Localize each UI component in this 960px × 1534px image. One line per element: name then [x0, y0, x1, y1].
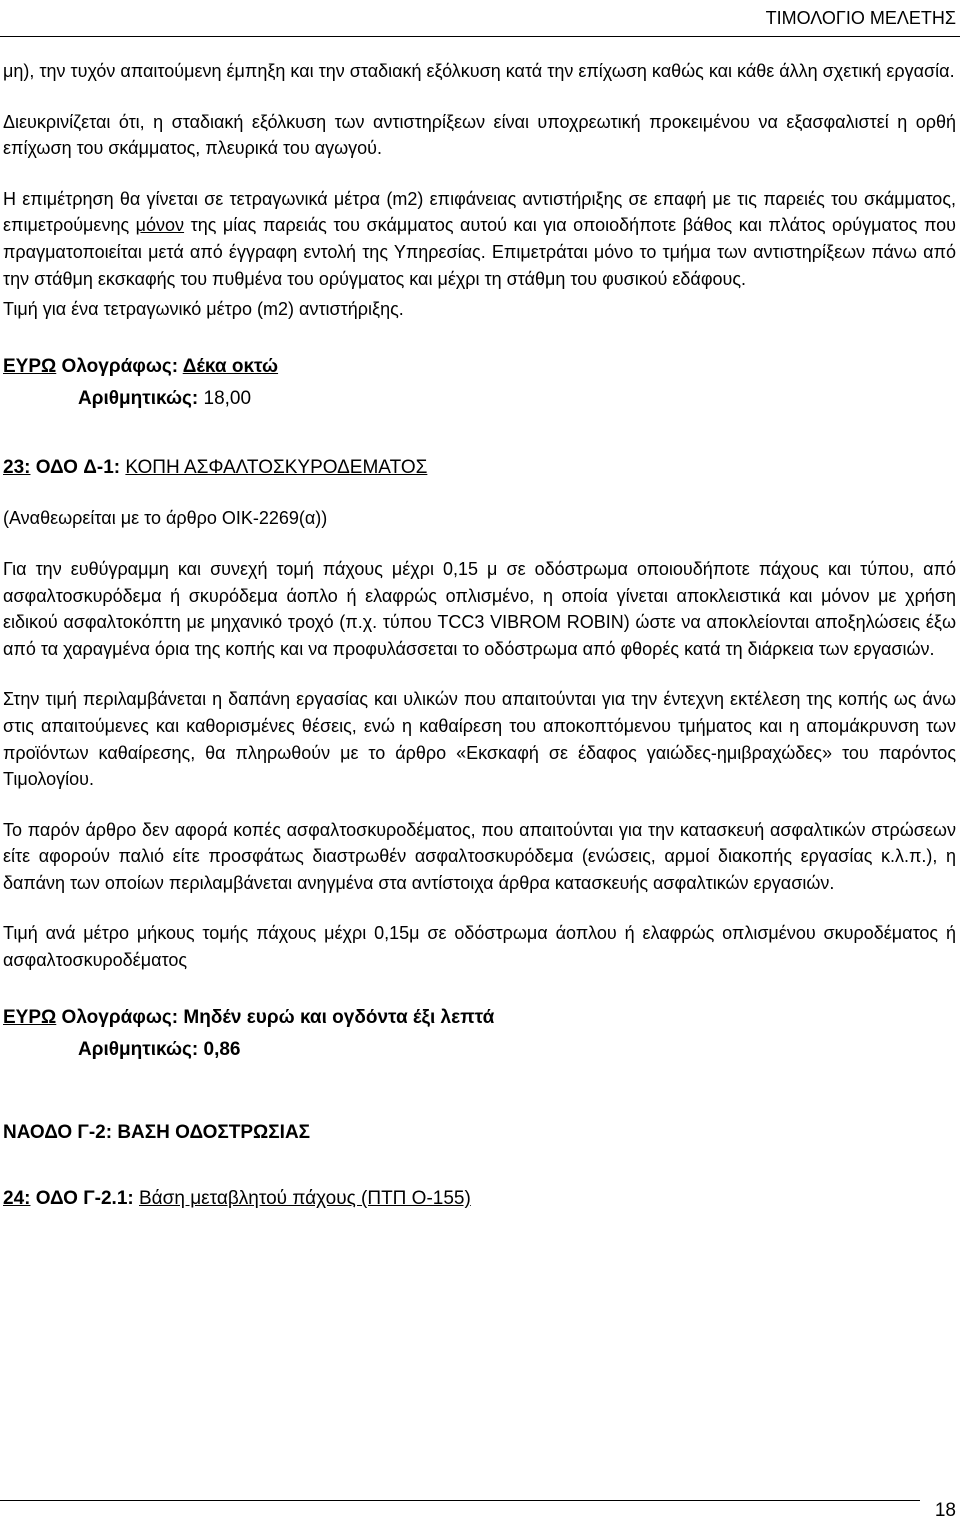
price-in-words: Δέκα οκτώ	[182, 355, 279, 377]
paragraph: μη), την τυχόν απαιτούμενη έμπηξη και την σταδιακή εξόλκυση κατά την επίχωση καθώς και κάθε άλλη σχετική εργασία.	[3, 61, 955, 81]
paragraph: Διευκρινίζεται ότι, η σταδιακή εξόλκυση των αντιστηρίξεων είναι υποχρεωτική προκειμένου να εξασφαλιστεί η ορθή επίχωση του σκάμματος, πλευρικά του αγωγού.	[3, 111, 956, 159]
paragraph: Για την ευθύγραμμη και συνεχή τομή πάχους μέχρι 0,15 μ σε οδόστρωμα οποιουδήποτε πάχους και τύπου, από ασφαλτοσκυρόδεμα ή σκυρόδεμα άοπλο ή ελαφρώς οπλισμένο, η οποία γίνεται αποκλειστικά και μόνον με χρήση ειδικού ασφαλτοκόπτη με μηχανικό τροχό (π.χ. τύπου TCC3 VIBROM ROBIN) ώστε να αποκλείονται αποξηλώσεις έξω από τα χαραγμένα όρια της κοπής και να προφυλάσσεται το οδόστρωμα από φθορές κατά τη διάρκεια των εργασιών.	[3, 558, 956, 659]
paragraph: Τιμή ανά μέτρο μήκους τομής πάχους μέχρι 0,15μ σε οδόστρωμα άοπλου ή ελαφρώς οπλισμένου σκυροδέματος ή ασφαλτοσκυροδέματος	[3, 923, 956, 971]
price-numeric: 0,86	[203, 1038, 241, 1060]
page-header	[0, 6, 960, 37]
item-title: Βάση μεταβλητού πάχους (ΠΤΠ Ο-155)	[139, 1188, 471, 1210]
section-heading: ΝΑΟΔΟ Γ-2: ΒΑΣΗ ΟΔΟΣΤΡΩΣΙΑΣ	[3, 1121, 311, 1143]
paragraph: Η επιμέτρηση θα γίνεται σε τετραγωνικά μέτρα (m2) επιφάνειας αντιστήριξης σε επαφή με τις παρειές του σκάμματος, επιμετρούμενης μόνον της μίας παρειάς του σκάμματος αυτού και για οποιοδήποτε βάθος και πλάτος ορύγματος που πραγματοποιείται μετά από έγγραφη εντολή της Υπηρεσίας. Επιμετράται μόνο το τμήμα των αντιστηρίξεων πάνω από την στάθμη εκσκαφής του πυθμένα του ορύγματος και μέχρι τη στάθμη του φυσικού εδάφους.	[3, 188, 956, 289]
paragraph: (Αναθεωρείται με το άρθρο ΟΙΚ-2269(α))	[3, 508, 328, 529]
document-title: ΤΙΜΟΛΟΓΙΟ ΜΕΛΕΤΗΣ	[765, 8, 956, 28]
price-numeric: 18,00	[203, 387, 252, 409]
currency-label: ΕΥΡΩ	[3, 1006, 57, 1028]
currency-label: ΕΥΡΩ	[3, 355, 57, 377]
item-title: ΚΟΠΗ ΑΣΦΑΛΤΟΣΚΥΡΟΔΕΜΑΤΟΣ	[125, 456, 428, 478]
item-heading: 24: ΟΔΟ Γ-2.1: Βάση μεταβλητού πάχους (ΠΤΠ Ο-155)	[3, 1188, 471, 1210]
underlined-word: μόνον	[135, 215, 185, 236]
page-number: 18	[934, 1500, 956, 1521]
document-body	[3, 58, 956, 1213]
item-heading: 23: ΟΔΟ Δ-1: ΚΟΠΗ ΑΣΦΑΛΤΟΣΚΥΡΟΔΕΜΑΤΟΣ	[3, 456, 428, 478]
price-block: ΕΥΡΩ Ολογράφως: Μηδέν ευρώ και ογδόντα έξι λεπτά Αριθμητικώς: 0,86	[3, 1006, 495, 1060]
paragraph: Τιμή για ένα τετραγωνικό μέτρο (m2) αντιστήριξης.	[3, 299, 404, 320]
price-in-words: Μηδέν ευρώ και ογδόντα έξι λεπτά	[183, 1006, 495, 1028]
paragraph: Στην τιμή περιλαμβάνεται η δαπάνη εργασίας και υλικών που απαιτούνται για την έντεχνη εκτέλεση της κοπής ως άνω στις απαιτούμενες και καθορισμένες θέσεις, ενώ η καθαίρεση του αποκοπτόμενου τμήματος και η απομάκρυνση των προϊόντων καθαίρεσης, θα πληρωθούν με το άρθρο «Εκσκαφή σε έδαφος γαιώδες-ημιβραχώδες» του παρόντος Τιμολογίου.	[3, 689, 956, 790]
price-block: ΕΥΡΩ Ολογράφως: Δέκα οκτώ Αριθμητικώς: 18,00	[3, 355, 279, 409]
paragraph: Το παρόν άρθρο δεν αφορά κοπές ασφαλτοσκυροδέματος, που απαιτούνται για την κατασκευή ασφαλτικών στρώσεων είτε αφορούν παλιό είτε προσφάτως διαστρωθέν ασφαλτοσκυρόδεμα (ενώσεις, αρμοί διακοπής εργασίας κ.λ.π.), η δαπάνη των οποίων περιλαμβάνεται ανηγμένα στα αντίστοιχα άρθρα κατασκευής ασφαλτικών εργασιών.	[3, 819, 956, 893]
footer-rule	[0, 1500, 920, 1501]
